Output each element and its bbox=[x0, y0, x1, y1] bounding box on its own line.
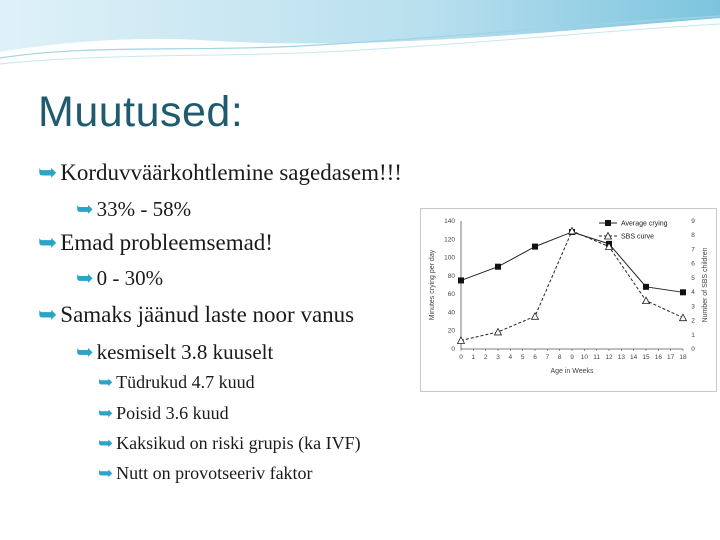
legend-label-sbs-curve: SBS curve bbox=[621, 233, 655, 241]
bullet-arrow-icon: ➥ bbox=[76, 197, 94, 221]
x-tick-label: 2 bbox=[483, 354, 488, 361]
x-tick-label: 13 bbox=[617, 354, 625, 361]
y-tick-label-right: 2 bbox=[691, 317, 695, 325]
x-tick-label: 10 bbox=[580, 354, 588, 361]
y-tick-label-left: 60 bbox=[447, 291, 455, 299]
bullet-item bbox=[98, 403, 229, 424]
average-crying-point bbox=[680, 289, 686, 295]
y-tick-label-right: 8 bbox=[691, 232, 695, 240]
x-tick-label: 11 bbox=[593, 354, 601, 361]
bullet-text: Poisid 3.6 kuud bbox=[116, 403, 229, 423]
y-tick-label-right: 9 bbox=[691, 218, 695, 225]
y-tick-label-right: 5 bbox=[691, 274, 695, 282]
legend-label-average-crying: Average crying bbox=[621, 220, 668, 228]
legend-marker-average-crying bbox=[605, 220, 611, 226]
bullet-arrow-icon: ➥ bbox=[98, 403, 114, 423]
bullet-arrow-icon: ➥ bbox=[38, 230, 58, 255]
bullet-arrow-icon: ➥ bbox=[76, 340, 94, 364]
y-tick-label-right: 6 bbox=[691, 260, 695, 268]
x-tick-label: 9 bbox=[570, 354, 574, 361]
bullet-item bbox=[38, 302, 354, 328]
crying-chart bbox=[420, 208, 717, 392]
sbs-curve-point bbox=[680, 314, 687, 321]
bullet-text: Nutt on provotseeriv faktor bbox=[116, 463, 313, 483]
bullet-text: Kaksikud on riski grupis (ka IVF) bbox=[116, 433, 361, 453]
y-tick-label-left: 40 bbox=[447, 309, 455, 317]
sbs-curve-point bbox=[532, 313, 539, 320]
x-tick-label: 6 bbox=[533, 354, 537, 361]
bullet-arrow-icon: ➥ bbox=[38, 302, 58, 327]
chart-canvas bbox=[421, 209, 718, 393]
y-tick-label-left: 120 bbox=[444, 236, 455, 244]
x-tick-label: 8 bbox=[557, 354, 562, 361]
x-tick-label: 0 bbox=[459, 354, 463, 361]
y-tick-label-right: 4 bbox=[691, 289, 695, 297]
bullet-arrow-icon: ➥ bbox=[38, 160, 58, 185]
bullet-text: 0 - 30% bbox=[96, 266, 164, 290]
x-tick-label: 7 bbox=[545, 354, 550, 361]
bullet-text: Tüdrukud 4.7 kuud bbox=[116, 372, 255, 392]
y-axis-label-left: Minutes crying per day bbox=[429, 249, 436, 321]
bullet-text: 33% - 58% bbox=[96, 197, 192, 221]
bullet-text: Korduvväärkohtlemine sagedasem!!! bbox=[60, 160, 402, 185]
bullet-item bbox=[98, 463, 313, 484]
bullet-arrow-icon: ➥ bbox=[98, 433, 114, 453]
bullet-item bbox=[98, 433, 361, 454]
x-tick-label: 3 bbox=[496, 354, 500, 361]
x-tick-label: 14 bbox=[630, 354, 638, 361]
y-tick-label-left: 80 bbox=[447, 272, 455, 280]
bullet-text: Emad probleemsemad! bbox=[60, 230, 273, 255]
x-tick-label: 4 bbox=[508, 354, 513, 361]
x-tick-label: 15 bbox=[642, 354, 650, 361]
bullet-item bbox=[38, 230, 273, 256]
average-crying-point bbox=[495, 264, 501, 270]
bullet-arrow-icon: ➥ bbox=[98, 372, 114, 392]
y-tick-label-left: 140 bbox=[444, 218, 455, 225]
sbs-curve-point bbox=[495, 328, 502, 335]
average-crying-point bbox=[643, 284, 649, 290]
slide-title: Muutused: bbox=[38, 88, 244, 136]
x-tick-label: 17 bbox=[667, 354, 675, 361]
bullet-text: kesmiselt 3.8 kuuselt bbox=[96, 340, 274, 364]
bullet-item bbox=[38, 160, 402, 186]
y-axis-label-right: Number of SBS children bbox=[702, 247, 709, 323]
x-axis-label: Age in Weeks bbox=[550, 368, 594, 375]
x-tick-label: 18 bbox=[679, 354, 687, 361]
bullet-arrow-icon: ➥ bbox=[98, 463, 114, 483]
average-crying-point bbox=[458, 277, 464, 283]
bullet-arrow-icon: ➥ bbox=[76, 266, 94, 290]
y-tick-label-right: 0 bbox=[691, 346, 695, 353]
x-tick-label: 1 bbox=[471, 354, 476, 361]
header-wave-band bbox=[0, 0, 720, 70]
bullet-item bbox=[98, 372, 255, 393]
bullet-item bbox=[76, 197, 191, 222]
bullet-item bbox=[76, 340, 273, 365]
y-tick-label-left: 20 bbox=[447, 327, 455, 335]
y-tick-label-right: 1 bbox=[691, 331, 695, 339]
y-tick-label-right: 3 bbox=[691, 303, 695, 311]
y-tick-label-right: 7 bbox=[691, 246, 695, 254]
sbs-curve-point bbox=[643, 297, 650, 304]
y-tick-label-left: 0 bbox=[451, 346, 455, 353]
average-crying-line bbox=[461, 232, 683, 292]
x-tick-label: 12 bbox=[605, 354, 613, 361]
bullet-text: Samaks jäänud laste noor vanus bbox=[60, 302, 355, 327]
y-tick-label-left: 100 bbox=[444, 254, 455, 262]
sbs-curve-line bbox=[461, 231, 683, 341]
average-crying-point bbox=[532, 244, 538, 250]
x-tick-label: 5 bbox=[520, 354, 525, 361]
x-tick-label: 16 bbox=[654, 354, 662, 361]
bullet-item bbox=[76, 266, 163, 291]
